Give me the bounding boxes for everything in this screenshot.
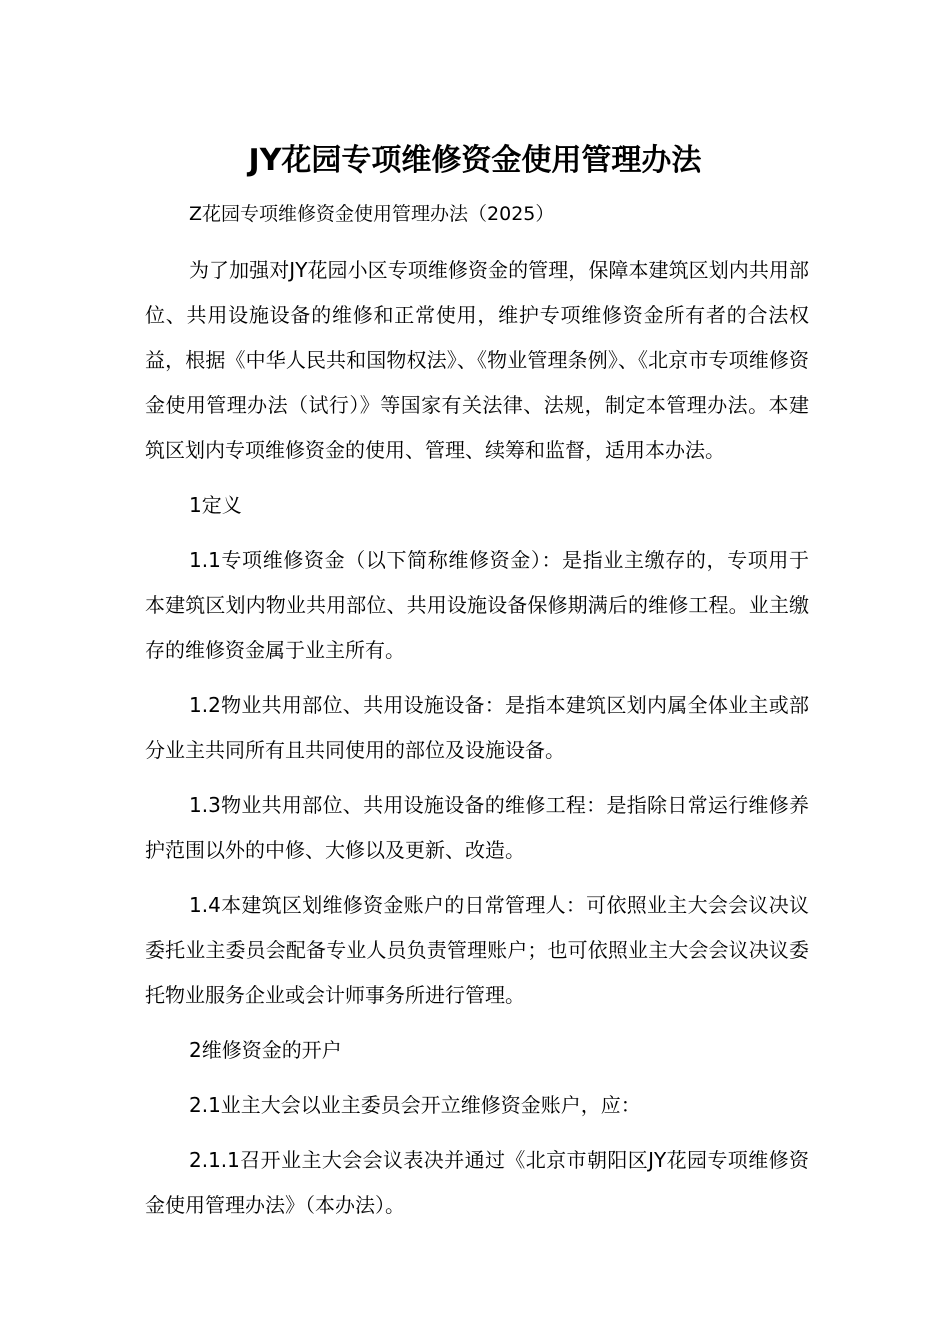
clause-1-4: 1.4本建筑区划维修资金账户的日常管理人：可依照业主大会会议决议委托业主委员会配备专业人员负责管理账户；也可依照业主大会会议决议委托物业服务企业或会计师事务所进行管理。: [145, 893, 809, 1007]
clause-1-1: 1.1专项维修资金（以下简称维修资金）：是指业主缴存的，专项用于本建筑区划内物业共用部位、共用设施设备保修期满后的维修工程。业主缴存的维修资金属于业主所有。: [145, 548, 809, 662]
paragraph-intro: 为了加强对JY花园小区专项维修资金的管理，保障本建筑区划内共用部位、共用设施设备的维修和正常使用，维护专项维修资金所有者的合法权益，根据《中华人民共和国物权法》、《物业管理条例》、《北京市专项维修资金使用管理办法（试行）》等国家有关法律、法规，制定本管理办法。本建筑区划内专项维修资金的使用、管理、续筹和监督，适用本办法。: [145, 258, 809, 462]
document-subtitle: Z花园专项维修资金使用管理办法（2025）: [189, 203, 555, 225]
clause-2-1-1: 2.1.1召开业主大会会议表决并通过《北京市朝阳区JY花园专项维修资金使用管理办法》（本办法）。: [145, 1148, 809, 1217]
clause-1-2: 1.2物业共用部位、共用设施设备：是指本建筑区划内属全体业主或部分业主共同所有且共同使用的部位及设施设备。: [145, 693, 809, 762]
document-title: JY花园专项维修资金使用管理办法: [248, 143, 702, 179]
clause-2-1: 2.1业主大会以业主委员会开立维修资金账户，应：: [189, 1093, 641, 1117]
section-heading-account-opening: 2维修资金的开户: [189, 1038, 342, 1062]
section-heading-definition: 1定义: [189, 493, 242, 517]
clause-1-3: 1.3物业共用部位、共用设施设备的维修工程：是指除日常运行维修养护范围以外的中修、大修以及更新、改造。: [145, 793, 809, 862]
document-body: [145, 194, 809, 1238]
